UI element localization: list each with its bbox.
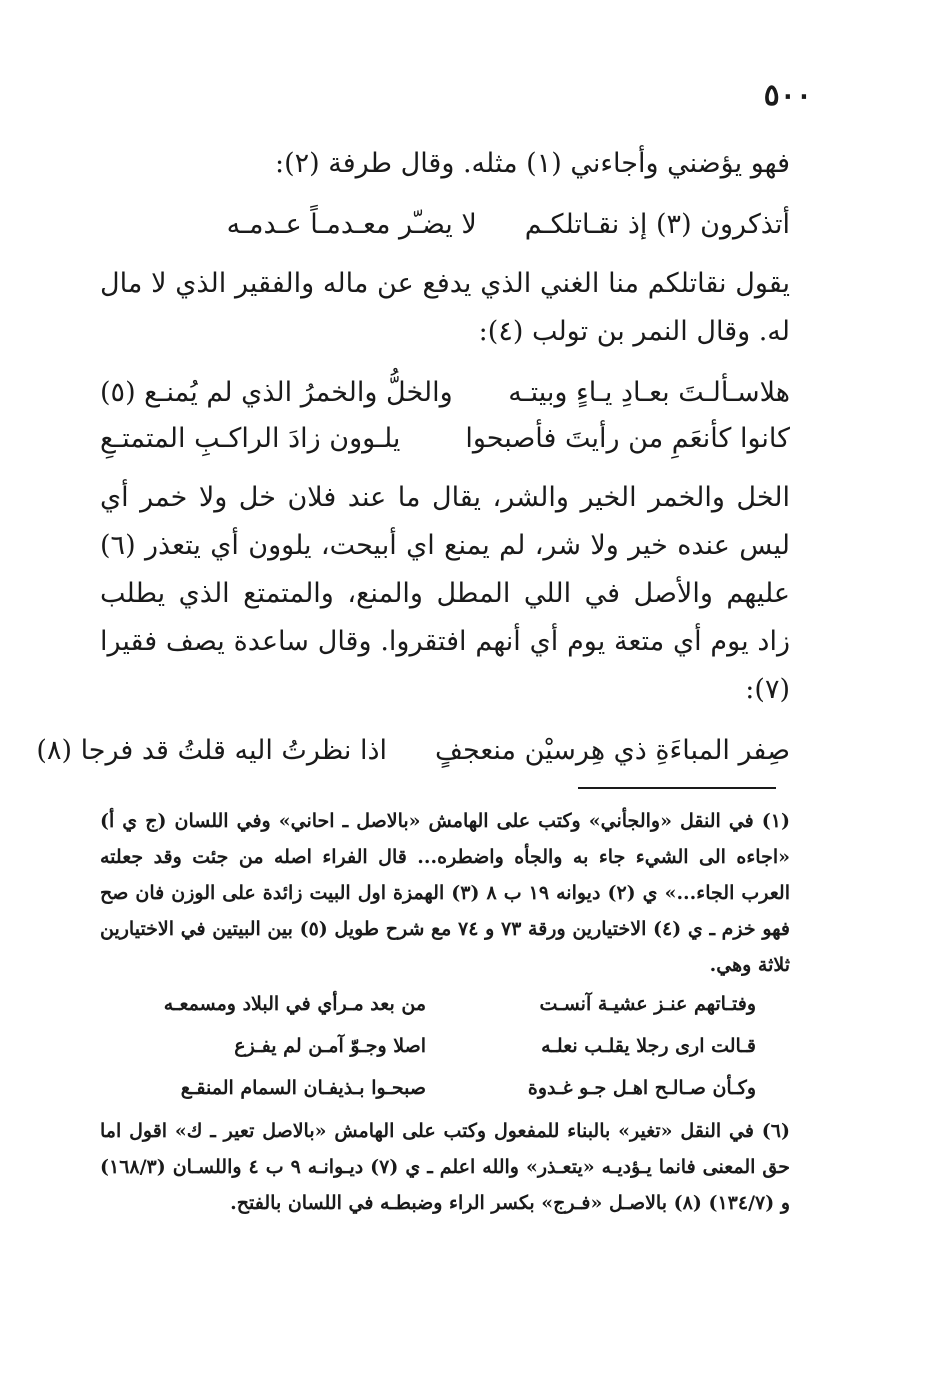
footnote-verse-3 [100, 1067, 756, 1109]
verse-hemistich-first: وفتـاتهم عنـز عشيـة آنسـت [539, 993, 756, 1015]
verse-hemistich-first: صِفر المباءَةِ ذي هِرسيْن منعجفٍ [435, 735, 790, 766]
main-text [36, 140, 790, 774]
verse-hemistich-second: لا يضـّر معـدمـاً عـدمـه [226, 209, 477, 240]
page-number: ٥٠٠ [763, 78, 812, 113]
footnotes [100, 803, 790, 1221]
paragraph-commentary-2: الخل والخمر الخير والشر، يقال ما عند فلان خل ولا خمر أي ليس عنده خير ولا شر، لم يمنع اي أبيحت، يلوون أي يتعذر (٦) عليهم والأصل في اللي المطل والمنع، والمتمتع الذي يطلب زاد يوم أي متعة يوم أي أنهم افتقروا. وقال ساعدة يصف فقيرا (٧): [100, 482, 790, 705]
verse-hemistich-first: قـالت ارى رجلا يقلـب نعلـه [541, 1035, 756, 1057]
verse-hemistich-first: أتذكرون (٣) إذ نقـاتلكـم [524, 209, 790, 240]
footnote-separator [578, 787, 776, 789]
verse-hemistich-second: اذا نظرتُ اليه قلتُ قد فرجا (٨) [36, 735, 387, 766]
verse-hemistich-second: يلـوون زادَ الراكـبِ المتمتـعِ [100, 423, 401, 454]
verse-saida [36, 728, 790, 774]
verse-hemistich-first: هلاسـألـتَ بعـادِ يـاءٍ وبيتـه [508, 377, 790, 408]
verse-hemistich-first: وكـأن صـالـح اهـل جـو غـدوة [527, 1077, 756, 1099]
verse-tarafa [100, 202, 790, 248]
verse-hemistich-second: اصلا وجـوّ آمـن لم يفـزع [234, 1035, 426, 1057]
footnote-1-5: (١) في النقل «والجأني» وكتب على الهامش «بالاصل ـ احاني» وفي اللسان (ج ي أ) «اجاءه الى الشيء جاء به والجأه واضطره... قال الفراء اصله من جئت وقد جعلته العرب الجاء...» ي (٢) ديوانه ١٩ ب ٨ (٣) الهمزة اول البيت زائدة على الوزن فان صح فهو خزم ـ ي (٤) الاختيارين ورقة ٧٣ و ٧٤ مع شرح طويل (٥) بين البيتين في الاختيارين ثلاثة وهي. [100, 810, 790, 976]
verse-hemistich-second: صبحـوا بـذيفـان السمام المنقـع [180, 1077, 426, 1099]
verse-namir-2 [100, 416, 790, 462]
paragraph-intro: فهو يؤضني وأجاءني (١) مثله. وقال طرفة (٢): [274, 148, 790, 179]
verse-hemistich-second: والخلُّ والخمرُ الذي لم يُمنـع (٥) [100, 377, 453, 408]
verse-hemistich-first: كانوا كأنعَمِ من رأيتَ فأصبحوا [465, 423, 790, 454]
footnote-verse-2 [100, 1025, 756, 1067]
verse-hemistich-second: من بعد مـرأي في البلاد ومسمعـه [163, 993, 426, 1015]
footnote-6-8: (٦) في النقل «تغير» بالبناء للمفعول وكتب على الهامش «بالاصل تعير ـ ك» اقول اما حق المعنى فانما يـؤديـه «يتعـذر» والله اعلم ـ ي (٧) ديـوانـه ٩ ب ٤ واللسـان (١٦٨/٣) و (١٣٤/٧) (٨) بالاصـل «فـرج» بكسر الراء وضبطـه في اللسان بالفتح. [100, 1120, 790, 1214]
verse-namir-1 [100, 370, 790, 416]
paragraph-commentary-1: يقول نقاتلكم منا الغني الذي يدفع عن ماله والفقير الذي لا مال له. وقال النمر بن تولب (٤): [100, 268, 790, 347]
footnote-verse-1 [100, 983, 756, 1025]
